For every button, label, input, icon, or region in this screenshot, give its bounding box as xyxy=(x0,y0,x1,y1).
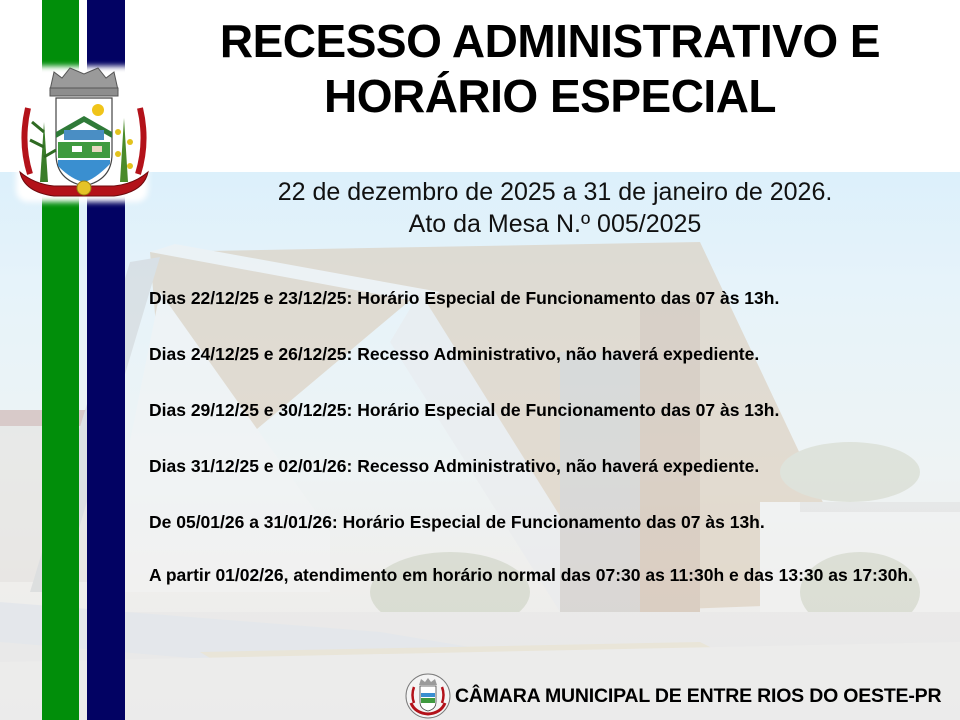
entry-description: Horário Especial de Funcionamento das 07 às 13h. xyxy=(342,512,765,532)
institution-name: CÂMARA MUNICIPAL DE ENTRE RIOS DO OESTE-PR xyxy=(455,684,942,707)
entry-dates: Dias 31/12/25 e 02/01/26: xyxy=(149,456,353,476)
schedule-entry xyxy=(149,508,939,536)
entry-description: Recesso Administrativo, não haverá expediente. xyxy=(357,344,760,364)
schedule-entry xyxy=(149,284,939,312)
schedule-entry xyxy=(149,340,939,368)
subtitle xyxy=(180,176,930,240)
entry-dates: Dias 24/12/25 e 26/12/25: xyxy=(149,344,353,364)
entry-description: Horário Especial de Funcionamento das 07 às 13h. xyxy=(357,400,780,420)
entry-dates: A partir 01/02/26, xyxy=(149,565,289,585)
period-text: 22 de dezembro de 2025 a 31 de janeiro de 2026. xyxy=(277,178,833,206)
municipal-coat-of-arms-icon xyxy=(14,62,154,204)
page-title xyxy=(170,14,930,124)
schedule-list xyxy=(149,284,939,617)
title-line-1: RECESSO ADMINISTRATIVO E xyxy=(219,15,881,67)
schedule-entry xyxy=(149,562,929,589)
schedule-entry xyxy=(149,452,939,480)
footer xyxy=(405,674,941,718)
entry-description: Recesso Administrativo, não haverá expediente. xyxy=(357,456,760,476)
title-line-2: HORÁRIO ESPECIAL xyxy=(323,70,777,122)
entry-dates: De 05/01/26 a 31/01/26: xyxy=(149,512,338,532)
act-reference: Ato da Mesa N.º 005/2025 xyxy=(408,210,702,238)
entry-description: atendimento em horário normal das 07:30 as 11:30h e das 13:30 as 17:30h. xyxy=(293,565,913,585)
schedule-entry xyxy=(149,396,939,424)
entry-dates: Dias 22/12/25 e 23/12/25: xyxy=(149,288,353,308)
entry-description: Horário Especial de Funcionamento das 07 às 13h. xyxy=(357,288,780,308)
municipal-coat-of-arms-small-icon xyxy=(405,673,451,719)
entry-dates: Dias 29/12/25 e 30/12/25: xyxy=(149,400,353,420)
